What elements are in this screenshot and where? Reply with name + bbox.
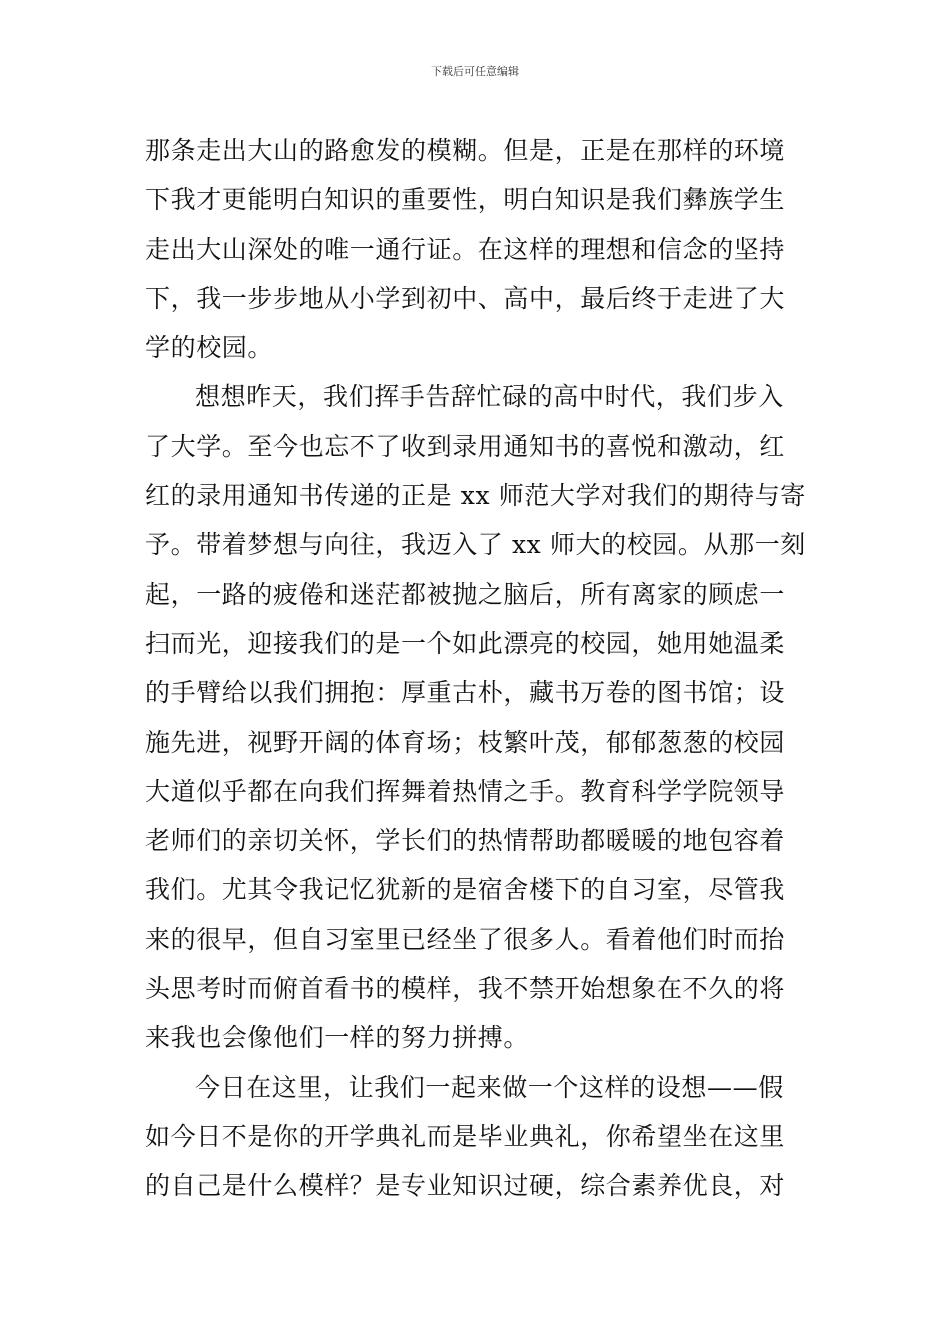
paragraph-first-line: 想想昨天，我们挥手告辞忙碌的高中时代，我们步入: [195, 382, 784, 412]
text-line: 施先进，视野开阔的体育场；枝繁叶茂，郁郁葱葱的校园: [145, 727, 786, 757]
text-line: 走出大山深处的唯一通行证。在这样的理想和信念的坚持: [145, 234, 786, 264]
text-line: 来我也会像他们一样的努力拼搏。: [145, 1023, 530, 1053]
text-line: 老师们的亲切关怀，学长们的热情帮助都暖暖的地包容着: [145, 826, 786, 856]
page-header: 下载后可任意编辑: [431, 65, 519, 78]
text-line: 扫而光，迎接我们的是一个如此漂亮的校园，她用她温柔: [145, 628, 786, 658]
body-text: [145, 126, 810, 1211]
text-line: 头思考时而俯首看书的模样，我不禁开始想象在不久的将: [145, 974, 786, 1004]
paragraph-first-line: 今日在这里，让我们一起来做一个这样的设想——假: [195, 1072, 784, 1102]
text-line: 起，一路的疲倦和迷茫都被抛之脑后，所有离家的顾虑一: [145, 579, 786, 609]
text-line: 大道似乎都在向我们挥舞着热情之手。教育科学学院领导: [145, 776, 786, 806]
text-line: 了大学。至今也忘不了收到录用通知书的喜悦和激动，红: [145, 431, 786, 461]
text-line: 学的校园。: [145, 333, 274, 363]
text-line: 如今日不是你的开学典礼而是毕业典礼，你希望坐在这里: [145, 1121, 786, 1151]
text-line: 予。带着梦想与向往，我迈入了 xx 师大的校园。从那一刻: [145, 530, 806, 560]
text-line: 的手臂给以我们拥抱：厚重古朴，藏书万卷的图书馆；设: [145, 678, 786, 708]
text-line: 红的录用通知书传递的正是 xx 师范大学对我们的期待与寄: [145, 481, 806, 511]
text-line: 的自己是什么模样？是专业知识过硬，综合素养优良，对: [145, 1171, 786, 1201]
text-line: 那条走出大山的路愈发的模糊。但是，正是在那样的环境: [145, 136, 786, 165]
text-line: 来的很早，但自习室里已经坐了很多人。看着他们时而抬: [145, 924, 786, 954]
text-line: 下我才更能明白知识的重要性，明白知识是我们彝族学生: [145, 185, 786, 215]
text-line: 我们。尤其令我记忆犹新的是宿舍楼下的自习室，尽管我: [145, 875, 786, 905]
text-line: 下，我一步步地从小学到初中、高中，最后终于走进了大: [145, 283, 786, 313]
